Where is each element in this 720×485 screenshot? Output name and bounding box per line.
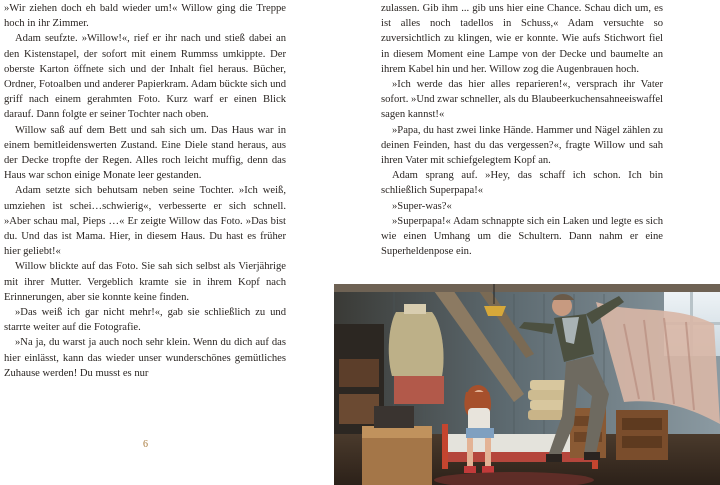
paragraph: »Wir ziehen doch eh bald wieder um!« Willow ging die Treppe hoch in ihr Zimmer. — [4, 3, 286, 30]
paragraph: Adam setzte sich behutsam neben seine Tochter. »Ich weiß, umziehen ist schei…schwierig«, verbesserte er sich schnell. »Aber schau mal, Pieps …« Er zeigte Willow das Foto. »Das bist du. Und das ist Mama. Hier, in diesem Haus. Du hast es früher hier geliebt!« — [4, 185, 286, 258]
paragraph: »Super-was?« — [392, 200, 452, 212]
page-number: 6 — [143, 439, 148, 450]
paragraph: Willow blickte auf das Foto. Sie sah sich selbst als Vierjährige mit ihrer Mutter. Vergeblich kramte sie in ihrem Kopf nach Erinnerungen, aber sie konnte keine finden. — [4, 261, 286, 303]
paragraph: »Superpapa!« Adam schnappte sich ein Laken und legte es sich wie einen Umhang um die Schultern. Dann nahm er eine Superheldenpose ein. — [381, 215, 663, 258]
paragraph: zulassen. Gib ihm ... gib uns hier eine Chance. Schau dich um, es ist alles noch tadellos in Schuss,« Adam versuchte so zuversichtlich zu klingen, wie er konnte. Wie aufs Stichwort fiel in diesem Moment eine Lampe von der Decke und baumelte an ihrem Kabel hin und her. Willow zog die Augenbrauen hoch. — [381, 3, 663, 75]
right-text-column — [381, 1, 663, 259]
paragraph: »Ich werde das hier alles reparieren!«, versprach ihr Vater sofort. »Und zwar schneller, als du Blaubeerkuchensahneeiswaffel sagen kannst!« — [381, 79, 663, 121]
scene-photo — [334, 284, 720, 485]
left-text-column — [4, 1, 286, 381]
paragraph: Adam sprang auf. »Hey, das schaff ich schon. Ich bin schließlich Superpapa!« — [381, 170, 663, 197]
paragraph: »Papa, du hast zwei linke Hände. Hammer und Nägel zählen zu deinen Feinden, hast du das vergessen?«, fragte Willow und sah ihren Vater mit schiefgelegtem Kopf an. — [381, 124, 663, 167]
paragraph: »Das weiß ich gar nicht mehr!«, gab sie schließlich zu und starrte weiter auf die Fotografie. — [4, 307, 286, 334]
paragraph: »Na ja, du warst ja auch noch sehr klein. Wenn du dich auf das hier einlässt, kann das wieder unser wunderschönes gemütliches Zuhause werden! Du musst es nur — [4, 337, 286, 379]
paragraph: Willow saß auf dem Bett und sah sich um. Das Haus war in einem bemitleidenswerten Zustand. Eine Diele stand heraus, aus der Decke tropfte der Regen. Alles roch leicht muffig, denn das Haus war schon einige Monate leer gestanden. — [4, 124, 286, 182]
paragraph: Adam seufzte. »Willow!«, rief er ihr nach und stieß dabei an den Kistenstapel, der sofort mit einem Rummss umkippte. Der oberste Karton öffnete sich und der Inhalt fiel heraus. Bücher, Ordner, Fotoalben und anderer Papierkram. Adam bückte sich und griff nach einem gerahmten Foto. Kurz warf er einen Blick darauf. Dann folgte er seiner Tochter nach oben. — [4, 33, 286, 121]
